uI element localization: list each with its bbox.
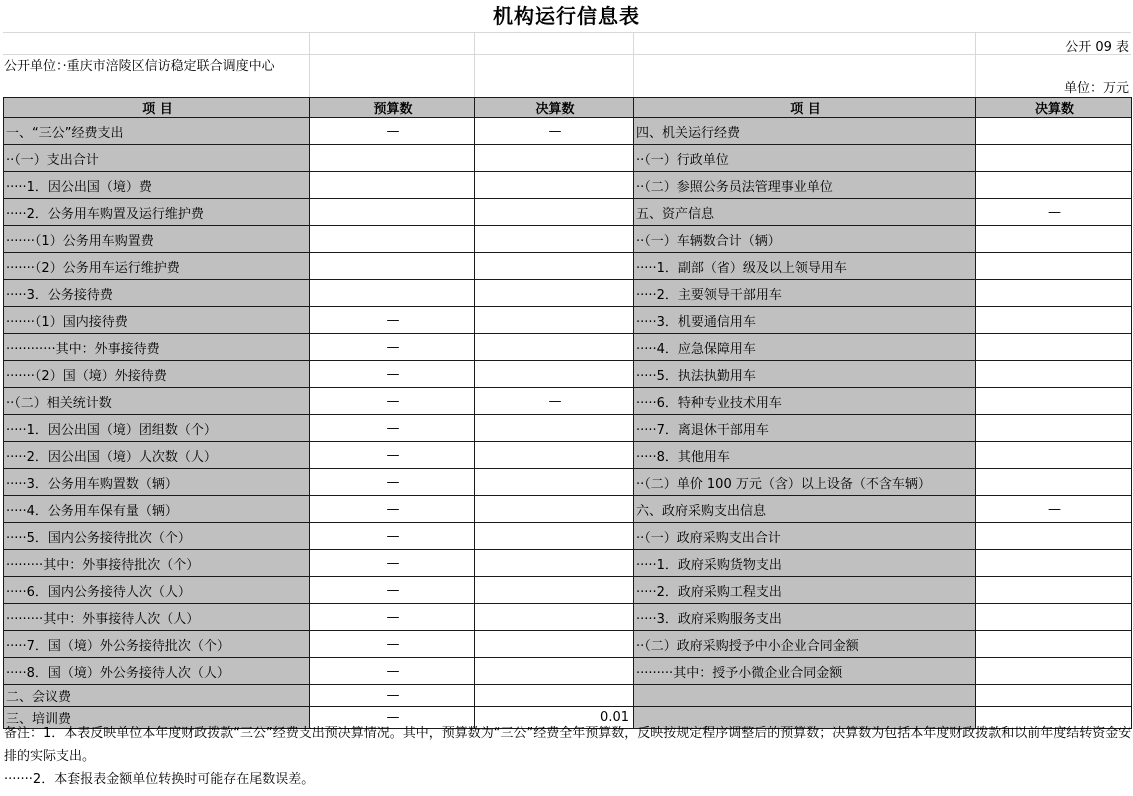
row-item-right: ·········其中：授予小微企业合同金额 [634,658,976,685]
row-budget: — [310,118,475,145]
table-row [4,199,1132,226]
table-row [4,523,1132,550]
table-row [4,388,1132,415]
row-item-left: ·······（2）国（境）外接待费 [4,361,310,388]
row-final-right [976,550,1132,577]
row-budget [310,253,475,280]
header-final: 决算数 [475,98,634,118]
row-item-right: ·····4．应急保障用车 [634,334,976,361]
row-final [475,631,634,658]
row-item-left: ·······（1）公务用车购置费 [4,226,310,253]
row-item-right: ·····7．离退休干部用车 [634,415,976,442]
row-item-left: ··（二）相关统计数 [4,388,310,415]
row-item-left: ·····8．国（境）外公务接待人次（人） [4,658,310,685]
table-row [4,604,1132,631]
header-final-right: 决算数 [976,98,1132,118]
row-item-left: ·····1．因公出国（境）团组数（个） [4,415,310,442]
row-final-right [976,226,1132,253]
row-budget: — [310,631,475,658]
row-final-right [976,523,1132,550]
table-row [4,550,1132,577]
note-1: 备注：1．本表反映单位本年度财政拨款“三公”经费支出预决算情况。其中，预算数为“三公”经费全年预算数，反映按规定程序调整后的预算数；决算数为包括本年度财政拨款和以前年度结转资金安排的实际支出。 [4,726,1132,764]
row-budget: — [310,496,475,523]
row-item-left: 二、会议费 [4,685,310,707]
row-item-right: ··（一）行政单位 [634,145,976,172]
row-final [475,172,634,199]
row-final [475,145,634,172]
money-unit: 单位：万元 [1063,81,1129,96]
row-final-right [976,280,1132,307]
row-item-left: ·····3．公务用车购置数（辆） [4,469,310,496]
row-item-right: 五、资产信息 [634,199,976,226]
row-budget: — [310,388,475,415]
row-final [475,550,634,577]
form-number: 公开 09 表 [1065,40,1129,55]
row-final-right: — [976,199,1132,226]
operations-info-table [3,97,1132,729]
table-row [4,415,1132,442]
table-row [4,469,1132,496]
row-budget: — [310,658,475,685]
row-item-left: ·····4．公务用车保有量（辆） [4,496,310,523]
row-item-right: ··（二）单价 100 万元（含）以上设备（不含车辆） [634,469,976,496]
table-row [4,172,1132,199]
row-final-right [976,145,1132,172]
row-budget: — [310,361,475,388]
row-budget: — [310,550,475,577]
row-item-left: ·······（1）国内接待费 [4,307,310,334]
page-title: 机构运行信息表 [493,4,640,28]
table-row [4,577,1132,604]
row-item-right: ·····3．政府采购服务支出 [634,604,976,631]
table-row [4,226,1132,253]
row-final [475,307,634,334]
row-item-left: ············其中：外事接待费 [4,334,310,361]
row-final-right [976,388,1132,415]
row-final [475,577,634,604]
row-budget: — [310,523,475,550]
row-final-right [976,604,1132,631]
header-budget: 预算数 [310,98,475,118]
row-budget: — [310,415,475,442]
row-budget: — [310,577,475,604]
row-final [475,226,634,253]
row-budget: — [310,685,475,707]
row-final-right [976,415,1132,442]
row-item-right: ·····1．副部（省）级及以上领导用车 [634,253,976,280]
row-budget [310,226,475,253]
notes [4,722,1132,791]
row-budget [310,199,475,226]
row-item-left: 三、培训费 [4,707,310,729]
row-final-right: — [976,496,1132,523]
row-final: 0.01 [475,707,634,729]
row-item-left: ·····2．因公出国（境）人次数（人） [4,442,310,469]
table-row [4,658,1132,685]
row-item-left: ·········其中：外事接待人次（人） [4,604,310,631]
table-row [4,442,1132,469]
table-row [4,361,1132,388]
row-item-right: ·····3．机要通信用车 [634,307,976,334]
row-final [475,469,634,496]
row-item-right: 六、政府采购支出信息 [634,496,976,523]
row-item-left: ·····1．因公出国（境）费 [4,172,310,199]
table-row [4,118,1132,145]
header-item-right: 项 目 [634,98,976,118]
row-final [475,685,634,707]
row-budget: — [310,307,475,334]
row-item-left: ·········其中：外事接待批次（个） [4,550,310,577]
row-item-right: ··（二）政府采购授予中小企业合同金额 [634,631,976,658]
row-budget: — [310,604,475,631]
table-row [4,496,1132,523]
row-item-right: ·····5．执法执勤用车 [634,361,976,388]
table-row [4,307,1132,334]
row-item-left: ·····2．公务用车购置及运行维护费 [4,199,310,226]
row-item-right: ··（一）政府采购支出合计 [634,523,976,550]
row-final-right [976,577,1132,604]
row-item-left: ·····7．国（境）外公务接待批次（个） [4,631,310,658]
row-item-left: 一、“三公”经费支出 [4,118,310,145]
row-item-left: ··（一）支出合计 [4,145,310,172]
row-final [475,280,634,307]
row-final [475,415,634,442]
row-final-right [976,253,1132,280]
table-row [4,334,1132,361]
row-final [475,442,634,469]
row-budget: — [310,469,475,496]
table-header-row [4,98,1132,118]
row-budget: — [310,707,475,729]
row-budget [310,145,475,172]
table-row [4,685,1132,707]
row-budget: — [310,334,475,361]
row-item-right: ··（二）参照公务员法管理事业单位 [634,172,976,199]
row-item-right: ··（一）车辆数合计（辆） [634,226,976,253]
row-final [475,658,634,685]
table-row [4,253,1132,280]
publishing-unit: 公开单位：·重庆市涪陵区信访稳定联合调度中心 [4,59,275,74]
row-final: — [475,118,634,145]
row-final-right [976,118,1132,145]
row-item-right [634,685,976,707]
row-final [475,523,634,550]
row-final-right [976,685,1132,707]
row-final [475,334,634,361]
table-row [4,145,1132,172]
row-final [475,199,634,226]
row-final-right [976,334,1132,361]
row-final-right [976,658,1132,685]
table-row [4,280,1132,307]
row-final-right [976,361,1132,388]
header-item: 项 目 [4,98,310,118]
row-budget [310,172,475,199]
row-item-right: ·····2．主要领导干部用车 [634,280,976,307]
row-budget [310,280,475,307]
row-item-left: ·······（2）公务用车运行维护费 [4,253,310,280]
row-final [475,496,634,523]
row-final [475,604,634,631]
row-item-right: ·····1．政府采购货物支出 [634,550,976,577]
row-item-left: ·····6．国内公务接待人次（人） [4,577,310,604]
note-2: ·······2．本套报表金额单位转换时可能存在尾数误差。 [4,772,315,787]
row-final-right [976,172,1132,199]
row-final-right [976,469,1132,496]
row-final [475,361,634,388]
row-final-right [976,442,1132,469]
row-item-left: ·····5．国内公务接待批次（个） [4,523,310,550]
row-final [475,253,634,280]
row-budget: — [310,442,475,469]
table-row [4,631,1132,658]
row-item-right: ·····8．其他用车 [634,442,976,469]
row-item-left: ·····3．公务接待费 [4,280,310,307]
row-final: — [475,388,634,415]
row-item-right: ·····6．特种专业技术用车 [634,388,976,415]
row-item-right: ·····2．政府采购工程支出 [634,577,976,604]
row-final-right [976,631,1132,658]
row-final-right [976,307,1132,334]
row-item-right: 四、机关运行经费 [634,118,976,145]
